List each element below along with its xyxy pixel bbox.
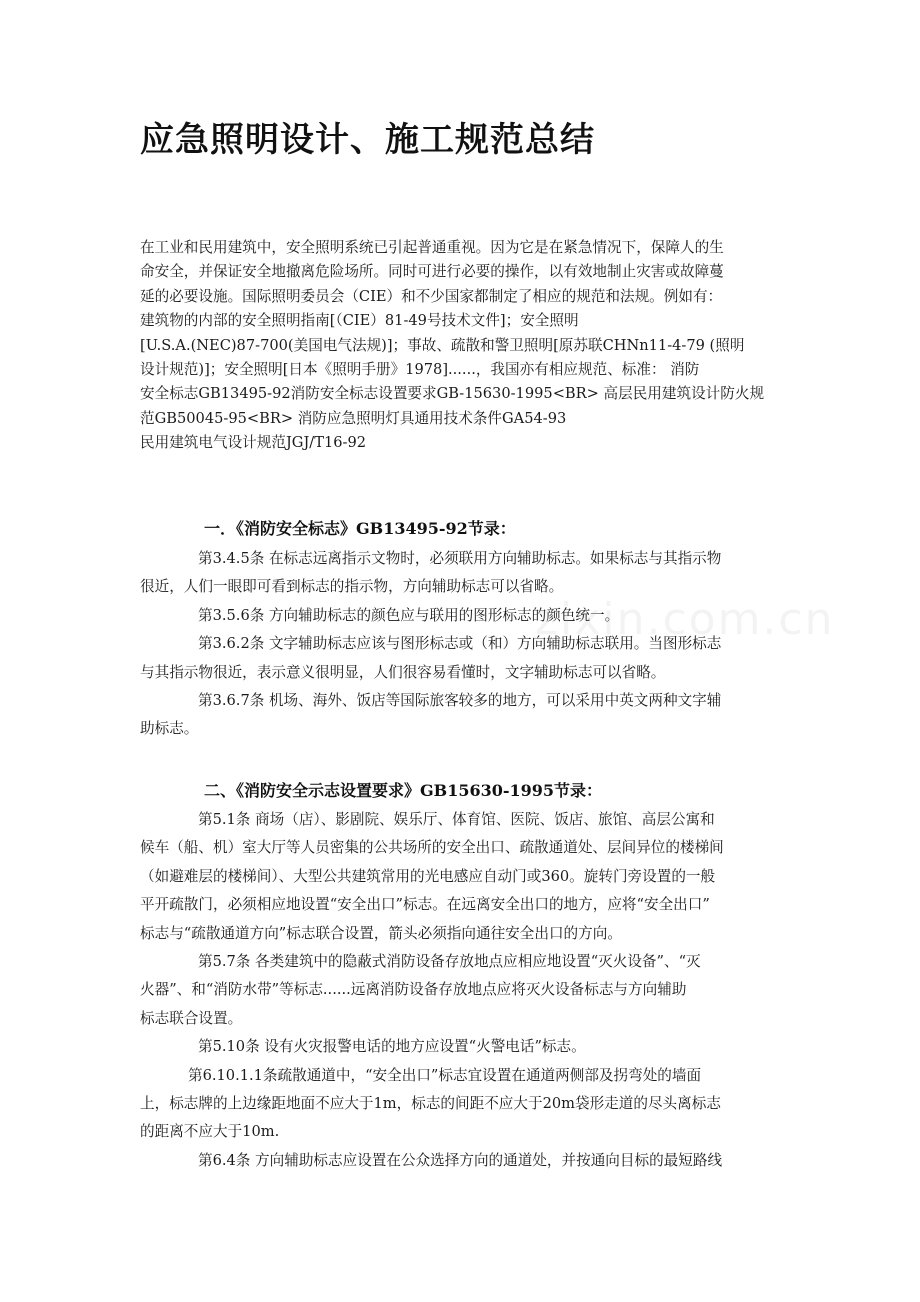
section-1-line: 第3.5.6条 方向辅助标志的颜色应与联用的图形标志的颜色统一。 — [198, 606, 620, 624]
intro-line: 在工业和民用建筑中，安全照明系统已引起普通重视。因为它是在紧急情况下，保障人的生 — [140, 239, 724, 256]
section-2-body — [140, 806, 792, 1175]
section-2-line: 上，标志牌的上边缘距地面不应大于1m，标志的间距不应大于20m袋形走道的尽头离标志 — [140, 1095, 721, 1113]
section-2-line: 平开疏散门，必须相应地设置“安全出口”标志。在远离安全出口的地方，应将“安全出口” — [140, 896, 710, 914]
section-2-line: 第5.7条 各类建筑中的隐蔽式消防设备存放地点应相应地设置“灭火设备”、“灭 — [198, 953, 701, 971]
section-1-heading: 一．《消防安全标志》GB13495-92节录： — [204, 519, 516, 538]
section-2-line: 第6.10.1.1条疏散通道中，“安全出口”标志宜设置在通道两侧部及拐弯处的墙面 — [188, 1066, 702, 1084]
section-2-heading: 二、《消防安全示志设置要求》GB15630-1995节录： — [204, 781, 603, 800]
section-2-line: 候车（船、机）室大厅等人员密集的公共场所的安全出口、疏散通道处、层间异位的楼梯间 — [140, 839, 724, 857]
section-2-line: （如避难层的楼梯间）、大型公共建筑常用的光电感应自动门或360。旋转门旁设置的一般 — [140, 867, 716, 885]
intro-line: [U.S.A.(NEC)87-700(美国电气法规)]；事故、疏散和警卫照明[原苏联CHNn11-4-79 (照明 — [140, 336, 745, 354]
section-2-line: 的距离不应大于10m. — [140, 1123, 280, 1141]
section-2-line: 标志与“疏散通道方向”标志联合设置，箭头必须指向通往安全出口的方向。 — [140, 924, 622, 942]
intro-line: 范GB50045-95<BR> 消防应急照明灯具通用技术条件GA54-93 — [140, 409, 567, 427]
section-1-line: 第3.4.5条 在标志远离指示文物时，必须联用方向辅助标志。如果标志与其指示物 — [198, 550, 722, 567]
document-title: 应急照明设计、施工规范总结 — [140, 120, 595, 160]
watermark: zixin.com.cn — [535, 594, 835, 645]
section-2-line: 第5.1条 商场（店）、影剧院、娱乐厅、体育馆、医院、饭店、旅馆、高层公寓和 — [198, 811, 715, 828]
section-1-body — [140, 545, 792, 744]
section-1-line: 很近，人们一眼即可看到标志的指示物，方向辅助标志可以省略。 — [140, 578, 564, 596]
intro-paragraph — [140, 236, 792, 456]
intro-line: 命安全，并保证安全地撤离危险场所。同时可进行必要的操作，以有效地制止灾害或故障蔓 — [140, 263, 724, 281]
intro-line: 民用建筑电气设计规范JGJ/T16-92 — [140, 434, 367, 452]
section-2-line: 第5.10条 设有火灾报警电话的地方应设置“火警电话”标志。 — [198, 1038, 586, 1056]
section-1-line: 第3.6.2条 文字辅助标志应该与图形标志或（和）方向辅助标志联用。当图形标志 — [198, 635, 722, 653]
intro-line: 延的必要设施。国际照明委员会（CIE）和不少国家都制定了相应的规范和法规。例如有： — [140, 287, 723, 305]
section-2-line: 火器”、和“消防水带”等标志......远离消防设备存放地点应将灭火设备标志与方向辅助 — [140, 981, 687, 999]
section-2-line: 标志联合设置。 — [140, 1009, 243, 1027]
intro-line: 安全标志GB13495-92消防安全标志设置要求GB-15630-1995<BR> 高层民用建筑设计防火规 — [140, 385, 765, 403]
intro-line: 建筑物的内部的安全照明指南[（CIE）81-49号技术文件]；安全照明 — [140, 312, 579, 330]
intro-line: 设计规范)]；安全照明[日本《照明手册》1978]......，我国亦有相应规范、标准： 消防 — [140, 361, 700, 379]
section-1-line: 与其指示物很近，表示意义很明显，人们很容易看懂时，文字辅助标志可以省略。 — [140, 663, 666, 681]
section-2-line: 第6.4条 方向辅助标志应设置在公众选择方向的通道处，并按通向目标的最短路线 — [198, 1151, 723, 1169]
section-1-line: 助标志。 — [140, 720, 199, 738]
section-1-line: 第3.6.7条 机场、海外、饭店等国际旅客较多的地方，可以采用中英文两种文字辅 — [198, 692, 722, 710]
